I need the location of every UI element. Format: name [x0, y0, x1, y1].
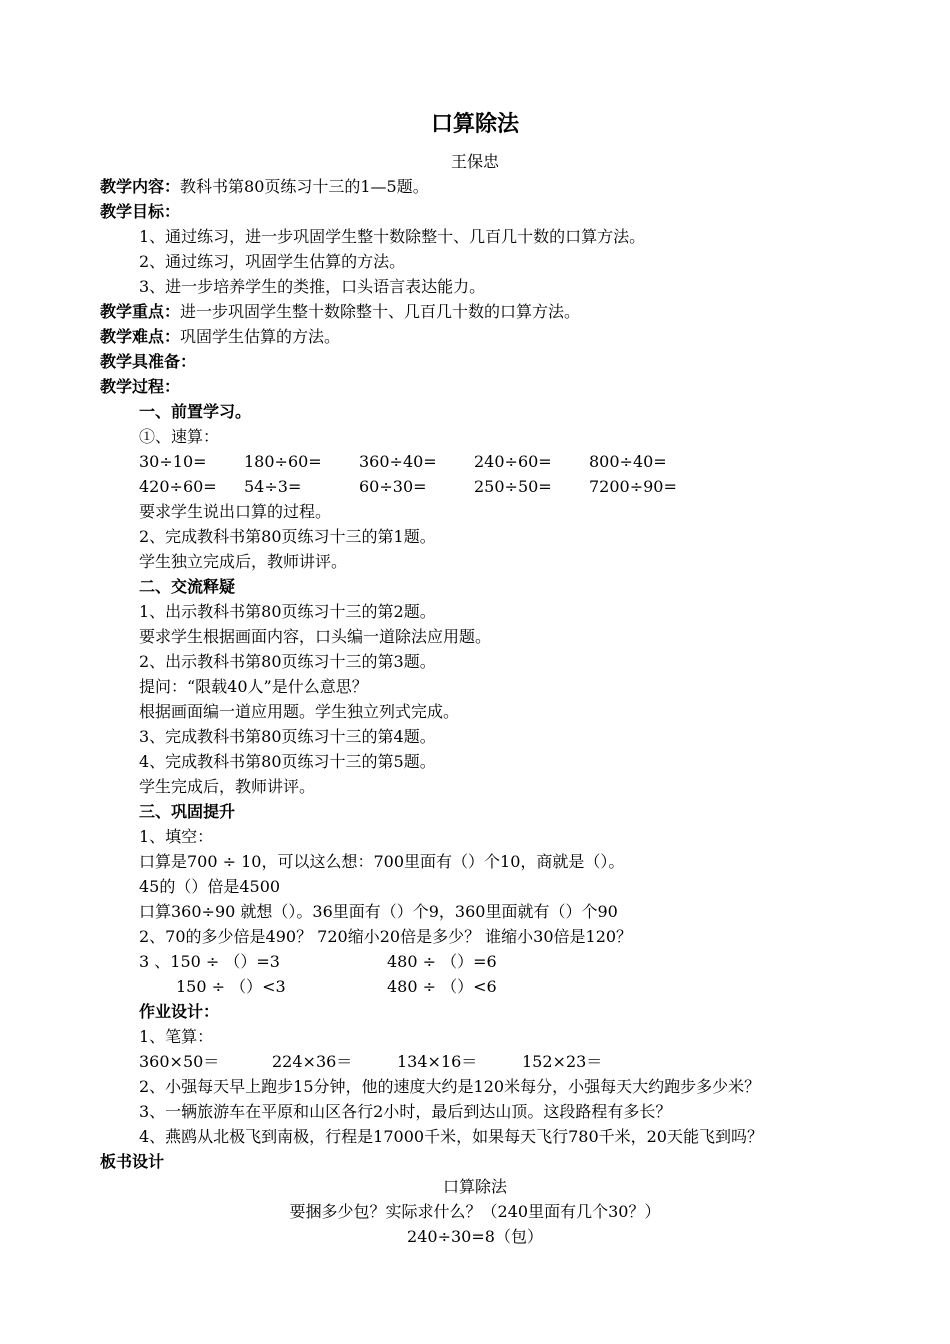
text-line: 45的（）倍是4500	[139, 877, 281, 896]
text-line: 4、燕鸥从北极飞到南极，行程是17000千米，如果每天飞行780千米，20天能飞到吗？	[139, 1127, 763, 1146]
calc-item: 420÷60=	[139, 477, 217, 496]
section1-heading: 一、前置学习。	[139, 402, 252, 421]
teaching-goals-label: 教学目标：	[100, 202, 181, 221]
goal-item: 3、进一步培养学生的类推，口头语言表达能力。	[139, 277, 486, 296]
inequality-item: 150 ÷ （）<3	[176, 977, 286, 996]
text-line: 3、完成教科书第80页练习十三的第4题。	[139, 727, 436, 746]
written-calc-label: 1、笔算：	[139, 1027, 214, 1046]
materials-label: 教学具准备：	[100, 352, 197, 371]
board-line: 要捆多少包？实际求什么？（240里面有几个30？）	[289, 1202, 661, 1221]
teaching-content-text: 教科书第80页练习十三的1—5题。	[180, 177, 429, 196]
goal-item: 1、通过练习，进一步巩固学生整十数除整十、几百几十数的口算方法。	[139, 227, 646, 246]
calc-item: 250÷50=	[474, 477, 552, 496]
text-line: 2、完成教科书第80页练习十三的第1题。	[139, 527, 436, 546]
inequality-item: 3 、150 ÷ （）=3	[139, 952, 280, 971]
calc-item: 360÷40=	[359, 452, 437, 471]
calc-item: 134×16＝	[397, 1052, 478, 1071]
inequality-item: 480 ÷ （）<6	[387, 977, 497, 996]
calc-item: 152×23＝	[522, 1052, 603, 1071]
key-point-text: 进一步巩固学生整十数除整十、几百几十数的口算方法。	[180, 302, 581, 321]
text-line: 2、70的多少倍是490？ 720缩小20倍是多少？ 谁缩小30倍是120？	[139, 927, 633, 946]
written-calc-row	[0, 1052, 950, 1072]
section2-heading: 二、交流释疑	[139, 577, 236, 596]
text-line: 提问：“限载40人”是什么意思？	[139, 677, 368, 696]
key-point-label: 教学重点：	[100, 302, 181, 321]
text-line: 根据画面编一道应用题。学生独立列式完成。	[139, 702, 460, 721]
section3-heading: 三、巩固提升	[139, 802, 236, 821]
calc-item: 800÷40=	[589, 452, 667, 471]
calc-item: 224×36＝	[272, 1052, 353, 1071]
text-line: 3、一辆旅游车在平原和山区各行2小时，最后到达山顶。这段路程有多长？	[139, 1102, 672, 1121]
calc-item: 60÷30=	[359, 477, 427, 496]
calc-item: 7200÷90=	[589, 477, 677, 496]
goal-item: 2、通过练习，巩固学生估算的方法。	[139, 252, 406, 271]
text-line: 4、完成教科书第80页练习十三的第5题。	[139, 752, 436, 771]
teaching-content	[100, 177, 429, 197]
text-line: 学生完成后，教师讲评。	[139, 777, 316, 796]
calc-item: 30÷10=	[139, 452, 207, 471]
board-label: 板书设计	[100, 1152, 165, 1171]
difficulty-text: 巩固学生估算的方法。	[180, 327, 341, 346]
document-title: 口算除法	[430, 112, 519, 137]
author: 王保忠	[450, 152, 499, 171]
process-label: 教学过程：	[100, 377, 181, 396]
key-point	[100, 302, 580, 322]
quick-calc-row	[0, 477, 950, 497]
board-title: 口算除法	[442, 1177, 507, 1196]
text-line: 2、出示教科书第80页练习十三的第3题。	[139, 652, 436, 671]
board-line: 240÷30=8（包）	[407, 1227, 543, 1246]
text-line: 学生独立完成后，教师讲评。	[139, 552, 348, 571]
text-line: 口算360÷90 就想（）。36里面有（）个9，360里面就有（）个90	[139, 902, 618, 921]
difficulty	[100, 327, 340, 347]
quick-calc-label: ①、速算：	[139, 427, 220, 446]
text-line: 1、填空：	[139, 827, 214, 846]
text-line: 要求学生根据画面内容，口头编一道除法应用题。	[139, 627, 492, 646]
text-line: 2、小强每天早上跑步15分钟，他的速度大约是120米每分，小强每天大约跑步多少米？	[139, 1077, 761, 1096]
inequality-item: 480 ÷ （）=6	[387, 952, 497, 971]
inequality-row	[0, 977, 950, 997]
quick-calc-row	[0, 452, 950, 472]
inequality-row	[0, 952, 950, 972]
homework-label: 作业设计：	[139, 1002, 220, 1021]
difficulty-label: 教学难点：	[100, 327, 181, 346]
text-line: 口算是700 ÷ 10，可以这么想：700里面有（）个10，商就是（）。	[139, 852, 625, 871]
calc-item: 54÷3=	[244, 477, 302, 496]
calc-item: 240÷60=	[474, 452, 552, 471]
calc-item: 180÷60=	[244, 452, 322, 471]
text-line: 要求学生说出口算的过程。	[139, 502, 332, 521]
text-line: 1、出示教科书第80页练习十三的第2题。	[139, 602, 436, 621]
teaching-content-label: 教学内容：	[100, 177, 181, 196]
calc-item: 360×50＝	[139, 1052, 220, 1071]
